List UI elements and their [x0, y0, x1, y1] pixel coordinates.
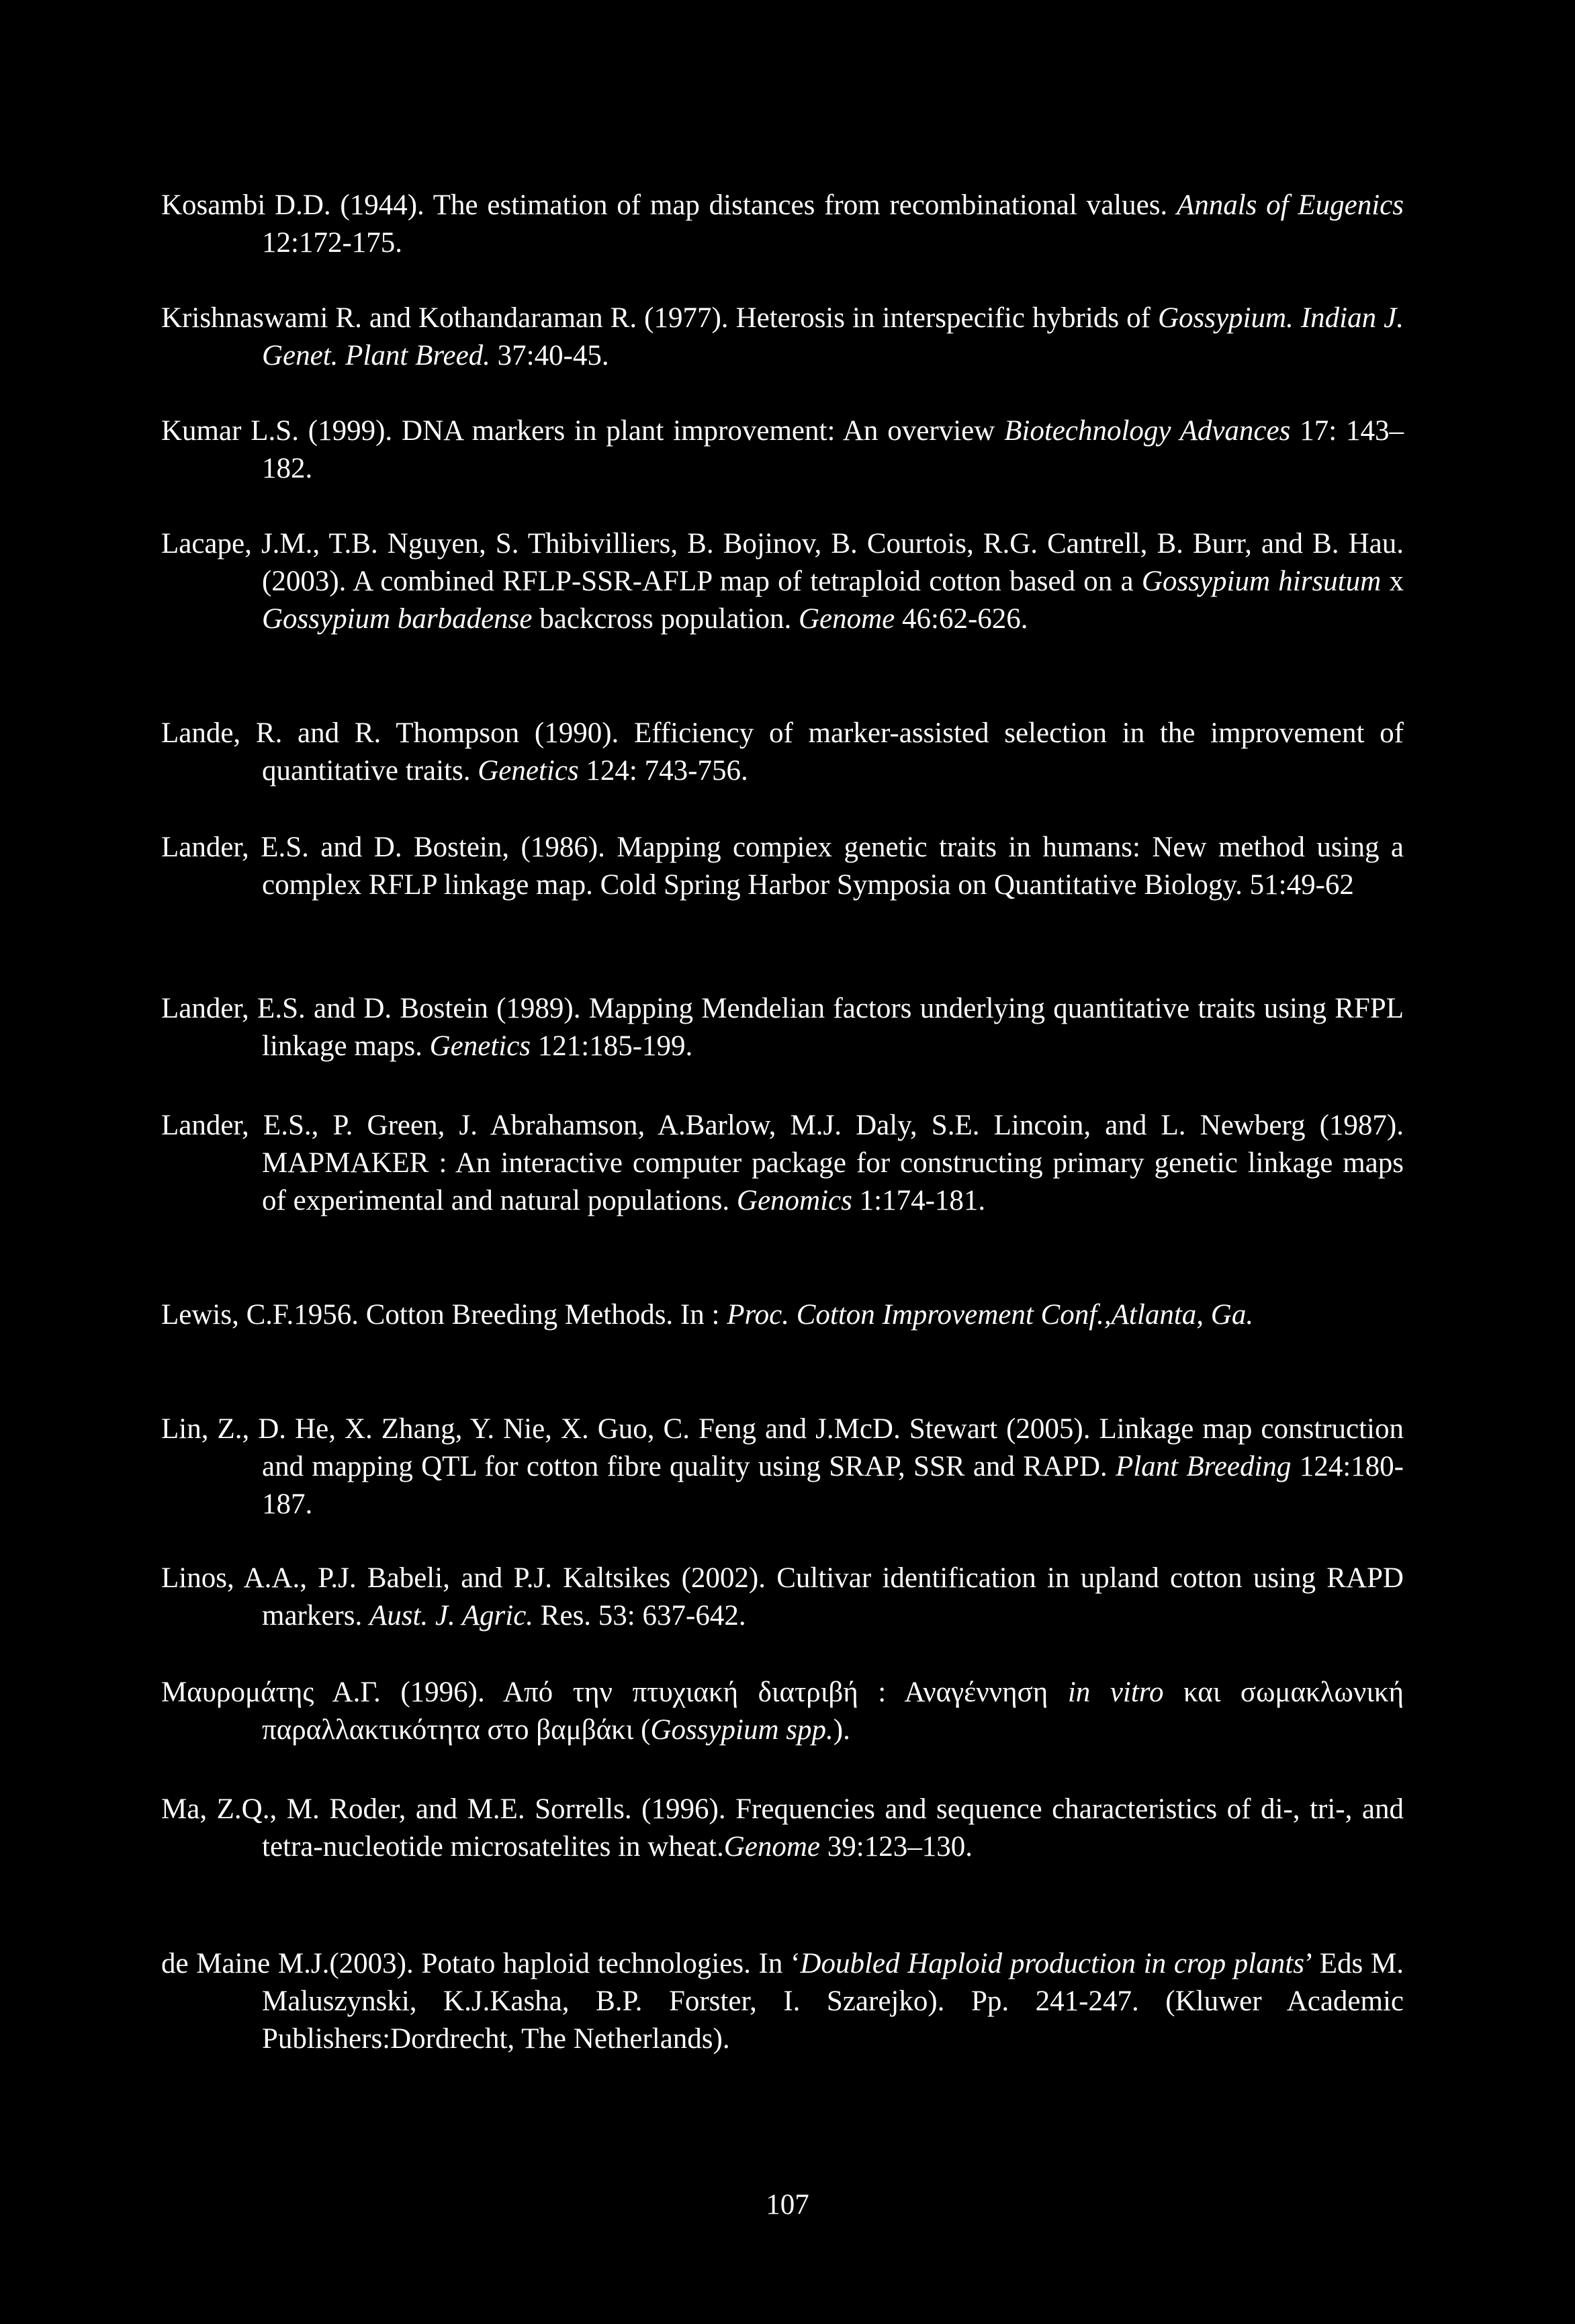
reference-italic-text: Genetics — [478, 755, 579, 787]
reference-text: Ma, Z.Q., M. Roder, and M.E. Sorrells. (1996). Frequencies and sequence characteristics of di-, tri-, and tetra-nucleotide microsatelites in wheat. — [161, 1793, 1404, 1863]
reference-italic-text: Annals of Eugenics — [1176, 189, 1404, 221]
reference-italic-text: Gossypium barbadense — [262, 603, 533, 635]
reference-text: 12:172-175. — [262, 227, 403, 259]
reference-entry — [161, 525, 1404, 638]
reference-entry — [161, 1945, 1404, 2058]
reference-text: ). — [833, 1714, 850, 1746]
reference-italic-text: Genetics — [429, 1030, 531, 1062]
reference-italic-text: Proc. Cotton Improvement Conf.,Atlanta, Ga. — [727, 1299, 1254, 1331]
reference-text: 17: 143–182. — [262, 415, 1404, 484]
reference-text: Krishnaswami R. and Kothandaraman R. (1977). Heterosis in interspecific hybrids of — [161, 302, 1158, 334]
reference-entry — [161, 990, 1404, 1065]
reference-italic-text: Genome — [798, 603, 895, 635]
reference-text: 37:40-45. — [490, 340, 609, 371]
reference-entry — [161, 412, 1404, 488]
reference-entry — [161, 300, 1404, 375]
reference-text: Lande, R. and R. Thompson (1990). Efficiency of marker-assisted selection in the improvement of quantitative traits. — [161, 717, 1404, 787]
reference-italic-text: Biotechnology Advances — [1004, 415, 1291, 447]
reference-italic-text: Aust. J. Agric. — [369, 1600, 534, 1632]
reference-text: Lander, E.S. and D. Bostein, (1986). Mapping compiex genetic traits in humans: New method using a complex RFLP linkage map. Cold Spring Harbor Symposia on Quantitative Biology. 51:49-62 — [161, 832, 1404, 901]
reference-text: Lin, Z., D. He, X. Zhang, Y. Nie, X. Guo, C. Feng and J.McD. Stewart (2005). Linkage map construction and mapping QTL for cotton fibre quality using SRAP, SSR and RAPD. — [161, 1413, 1404, 1482]
reference-text: και σωμακλωνική παραλλακτικότητα στο βαμβάκι ( — [262, 1677, 1404, 1746]
reference-text: Kumar L.S. (1999). DNA markers in plant improvement: An overview — [161, 415, 1005, 447]
reference-entry — [161, 1674, 1404, 1749]
reference-italic-text: Gossypium hirsutum — [1141, 566, 1382, 597]
reference-text: Res. 53: 637-642. — [533, 1600, 746, 1632]
reference-text: Linos, A.A., P.J. Babeli, and P.J. Kaltsikes (2002). Cultivar identification in upland cotton using RAPD markers. — [161, 1562, 1404, 1632]
reference-text: backcross population. — [532, 603, 799, 635]
reference-entry — [161, 715, 1404, 790]
reference-italic-text: Gossypium. Indian J. Genet. Plant Breed. — [262, 302, 1404, 371]
reference-text: x — [1381, 566, 1404, 597]
reference-text: ’ Eds M. Maluszynski, K.J.Kasha, B.P. Forster, I. Szarejko). Pp. 241-247. (Kluwer Academic Publishers:Dordrecht, The Netherlands). — [262, 1948, 1404, 2055]
reference-entry — [161, 1791, 1404, 1866]
reference-italic-text: Genome — [723, 1831, 821, 1863]
reference-text: Kosambi D.D. (1944). The estimation of map distances from recombinational values. — [161, 189, 1177, 221]
reference-entry — [161, 829, 1404, 904]
reference-entry — [161, 187, 1404, 262]
reference-text: 124: 743-756. — [578, 755, 748, 787]
reference-text: 39:123–130. — [820, 1831, 973, 1863]
reference-italic-text: Gossypium spp. — [650, 1714, 834, 1746]
reference-text: 1:174-181. — [852, 1185, 986, 1216]
page-number: 107 — [766, 2189, 809, 2221]
reference-italic-text: Genomics — [736, 1185, 852, 1216]
reference-text: Lander, E.S., P. Green, J. Abrahamson, A.Barlow, M.J. Daly, S.E. Lincoin, and L. Newberg (1987). MAPMAKER : An interactive computer package for constructing primary genetic linkage maps of experimental and natural populations. — [161, 1110, 1404, 1216]
reference-text: 121:185-199. — [531, 1030, 693, 1062]
reference-text: de Maine M.J.(2003). Potato haploid technologies. In ‘ — [161, 1948, 801, 1979]
reference-entry — [161, 1560, 1404, 1635]
reference-italic-text: in vitro — [1067, 1677, 1164, 1708]
reference-text: 124:180-187. — [262, 1451, 1404, 1520]
reference-italic-text: Doubled Haploid production in crop plants — [800, 1948, 1304, 1979]
reference-italic-text: Plant Breeding — [1115, 1451, 1292, 1482]
reference-entry — [161, 1296, 1404, 1334]
reference-text: Μαυρομάτης Α.Γ. (1996). Από την πτυχιακή διατριβή : Αναγέννηση — [161, 1677, 1068, 1708]
reference-text: Lewis, C.F.1956. Cotton Breeding Methods. In : — [161, 1299, 727, 1331]
reference-entry — [161, 1411, 1404, 1523]
reference-text: 46:62-626. — [895, 603, 1028, 635]
reference-text: Lander, E.S. and D. Bostein (1989). Mapping Mendelian factors underlying quantitative traits using RFPL linkage maps. — [161, 993, 1404, 1062]
reference-text: Lacape, J.M., T.B. Nguyen, S. Thibivilliers, B. Bojinov, B. Courtois, R.G. Cantrell, B. Burr, and B. Hau.(2003). A combined RFLP-SSR-AFLP map of tetraploid cotton based on a — [161, 528, 1404, 597]
reference-entry — [161, 1107, 1404, 1220]
